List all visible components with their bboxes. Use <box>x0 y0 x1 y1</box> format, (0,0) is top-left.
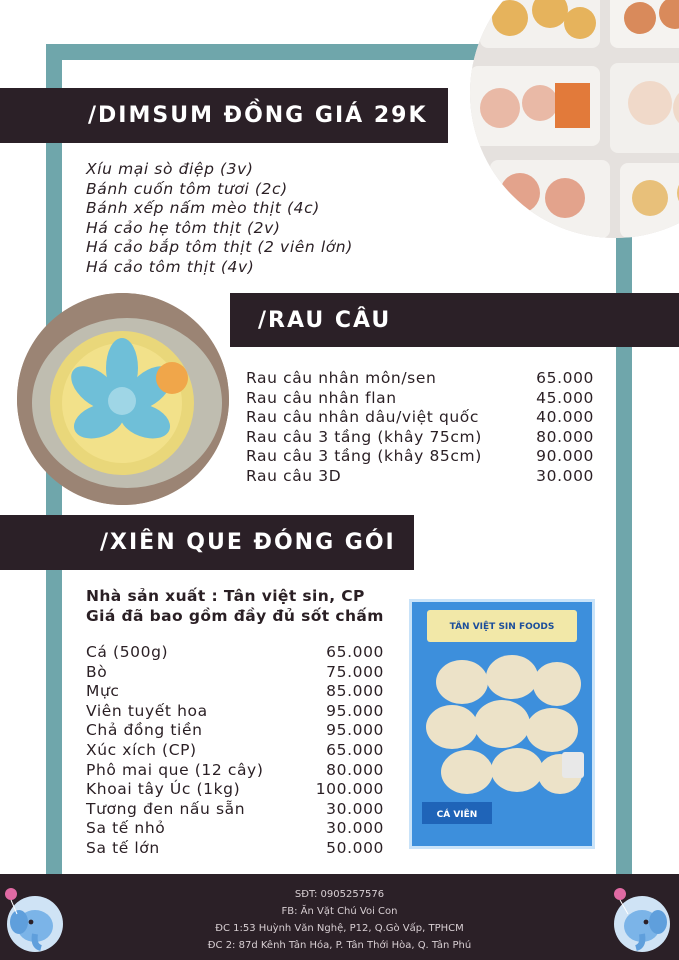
item-price: 30.000 <box>326 819 384 838</box>
item-price: 85.000 <box>326 682 384 701</box>
item-name: Cá (500g) <box>86 643 169 661</box>
item-name: Khoai tây Úc (1kg) <box>86 780 241 799</box>
price-row <box>246 447 594 467</box>
price-row <box>246 467 594 487</box>
price-row <box>86 780 384 800</box>
item-name: Chả đồng tiền <box>86 721 203 740</box>
item-name: Rau câu nhân môn/sen <box>246 369 437 387</box>
package-product: CÁ VIÊN <box>436 810 478 820</box>
item-price: 40.000 <box>536 408 594 427</box>
item-name: Rau câu 3 tầng (khây 85cm) <box>246 447 482 466</box>
item-name: Sa tế nhỏ <box>86 819 166 838</box>
item-name: Tương đen nấu sẵn <box>86 799 246 818</box>
item-price: 30.000 <box>326 799 384 818</box>
xienque-title: /XIÊN QUE ĐÓNG GÓI <box>100 530 396 555</box>
dimsum-banner <box>0 88 448 143</box>
raucau-title: /RAU CÂU <box>258 307 392 333</box>
item-name: Viên tuyết hoa <box>86 701 208 720</box>
footer-address-1: ĐC 1:53 Huỳnh Văn Nghệ, P12, Q.Gò Vấp, TPHCM <box>215 923 464 934</box>
item-price: 50.000 <box>326 838 384 857</box>
item-price: 95.000 <box>326 701 384 720</box>
price-row <box>86 819 384 839</box>
list-item: Há cảo tôm thịt (4v) <box>86 257 255 276</box>
list-item: Bánh xếp nấm mèo thịt (4c) <box>86 199 320 218</box>
sauce-note: Giá đã bao gồm đầy đủ sốt chấm <box>86 606 384 625</box>
price-row <box>86 682 384 702</box>
fishball-package-photo <box>409 599 595 849</box>
item-name: Rau câu nhân dâu/việt quốc <box>246 408 480 427</box>
item-price: 80.000 <box>326 760 384 779</box>
maker-info <box>86 587 384 626</box>
dimsum-list <box>86 160 353 278</box>
item-name: Mực <box>86 682 120 701</box>
price-row <box>86 702 384 722</box>
footer-address-2: ĐC 2: 87d Kênh Tân Hóa, P. Tân Thới Hòa, Q. Tân Phú <box>207 940 472 951</box>
item-name: Bò <box>86 662 108 681</box>
item-price: 65.000 <box>326 643 384 661</box>
xienque-price-list <box>86 643 384 859</box>
jelly-cake-photo <box>17 293 229 505</box>
item-price: 95.000 <box>326 721 384 740</box>
price-row <box>246 408 594 428</box>
item-price: 80.000 <box>536 427 594 446</box>
item-name: Rau câu 3D <box>246 466 342 485</box>
footer <box>0 874 679 960</box>
list-item: Bánh cuốn tôm tươi (2c) <box>86 179 288 198</box>
dimsum-title: /DIMSUM ĐỒNG GIÁ 29K <box>88 103 428 128</box>
price-row <box>246 428 594 448</box>
item-name: Rau câu nhân flan <box>246 388 397 407</box>
price-row <box>86 761 384 781</box>
item-price: 65.000 <box>326 740 384 759</box>
price-row <box>86 741 384 761</box>
list-item: Xíu mại sò điệp (3v) <box>86 160 254 178</box>
item-price: 30.000 <box>536 466 594 485</box>
item-name: Sa tế lớn <box>86 838 160 857</box>
price-row <box>86 839 384 859</box>
item-price: 75.000 <box>326 662 384 681</box>
item-price: 90.000 <box>536 447 594 466</box>
item-price: 65.000 <box>536 369 594 387</box>
list-item: Há cảo hẹ tôm thịt (2v) <box>86 218 281 237</box>
footer-facebook: FB: Ăn Vặt Chú Voi Con <box>281 906 398 917</box>
raucau-price-list <box>246 369 594 487</box>
price-row <box>86 643 384 663</box>
list-item: Há cảo bắp tôm thịt (2 viên lớn) <box>86 238 353 257</box>
package-brand: TÂN VIỆT SIN FOODS <box>449 622 555 632</box>
price-row <box>246 369 594 389</box>
price-row <box>86 663 384 683</box>
elephant-logo-icon <box>5 884 65 956</box>
item-price: 100.000 <box>315 780 384 799</box>
item-name: Xúc xích (CP) <box>86 740 197 759</box>
maker-line: Nhà sản xuất : Tân việt sin, CP <box>86 587 365 605</box>
footer-phone: SĐT: 0905257576 <box>294 889 385 900</box>
raucau-banner <box>230 293 679 347</box>
item-name: Rau câu 3 tầng (khây 75cm) <box>246 427 482 446</box>
price-row <box>246 389 594 409</box>
item-name: Phô mai que (12 cây) <box>86 760 264 779</box>
price-row <box>86 721 384 741</box>
xienque-banner <box>0 515 414 570</box>
price-row <box>86 800 384 820</box>
elephant-logo-icon <box>612 884 672 956</box>
item-price: 45.000 <box>536 388 594 407</box>
